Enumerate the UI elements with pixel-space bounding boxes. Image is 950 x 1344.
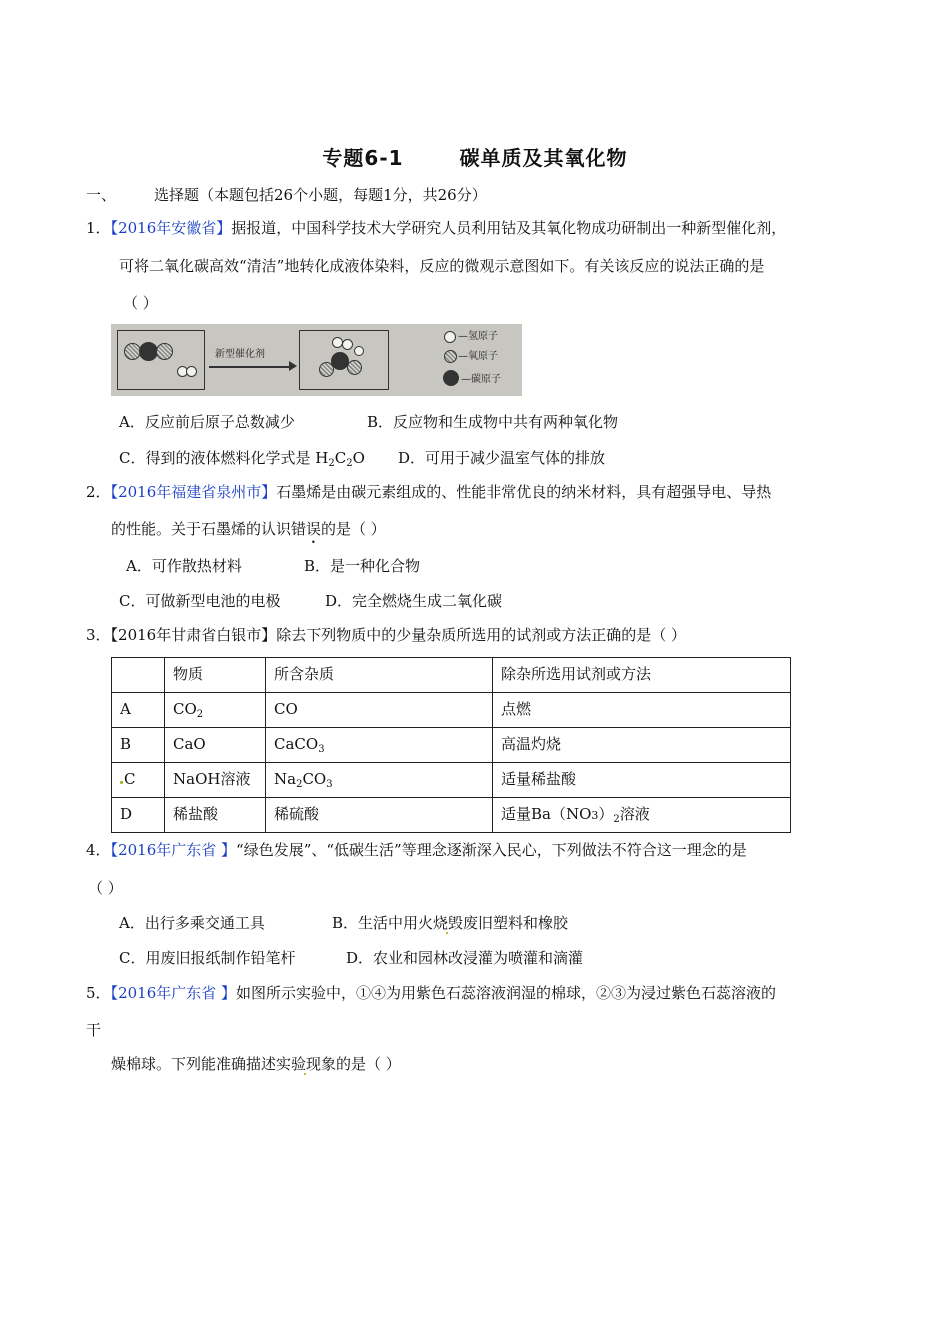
catalyst-label: 新型催化剂 <box>215 349 265 360</box>
hydrogen-atom <box>186 366 197 377</box>
q2-option-a: A．可作散热材料 <box>126 557 242 575</box>
question-2-line1: 2．【2016年福建省泉州市】石墨烯是由碳元素组成的、性能非常优良的纳米材料，具有超强导电、导热 <box>86 483 772 501</box>
impurity-table <box>111 657 791 833</box>
reactant-box <box>117 330 205 390</box>
table-row: B CaO CaCO$_3$ 高温灼烧 <box>112 728 791 763</box>
question-5-line3: 燥棉球。下列能准确描述实验现象的是（ ） <box>111 1055 401 1073</box>
question-5-line2: 干 <box>86 1021 102 1039</box>
question-1-line2: 可将二氧化碳高效“清洁”地转化成液体染料，反应的微观示意图如下。有关该反应的说法正确的是 <box>119 257 765 275</box>
q4-option-c: C．用废旧报纸制作铅笔杆 <box>119 949 296 967</box>
reaction-micro-diagram <box>111 324 522 396</box>
legend-carbon: —碳原子 <box>461 374 501 385</box>
question-source: 2016年福建省泉州市 <box>118 483 262 501</box>
answer-paren: （ ） <box>123 294 158 312</box>
q2-option-c: C．可做新型电池的电极 <box>119 592 281 610</box>
q4-option-a: A．出行多乘交通工具 <box>119 914 265 932</box>
q1-option-c: C．得到的液体燃料化学式是 $H_2C_2O$ <box>119 449 365 469</box>
hydrogen-atom <box>354 346 364 356</box>
page-title <box>0 145 950 171</box>
question-3-line1: 3．【2016年甘肃省白银市】除去下列物质中的少量杂质所选用的试剂或方法正确的是（ ） <box>86 626 686 644</box>
legend-carbon-icon <box>443 370 459 386</box>
legend-oxygen: —氧原子 <box>458 351 498 362</box>
oxygen-atom <box>347 360 362 375</box>
q4-option-b: B．生活中用火烧毁废旧塑料和橡胶 <box>332 914 569 932</box>
legend-oxygen-icon <box>444 350 457 363</box>
q1-option-a: A．反应前后原子总数减少 <box>119 413 295 431</box>
answer-paren: （ ） <box>88 879 123 897</box>
table-row: C NaOH溶液 $Na_2CO_3$ 适量稀盐酸 <box>112 763 791 798</box>
question-2-line2: 的性能。关于石墨烯的认识错误的是（ ） <box>111 520 386 538</box>
q2-option-d: D．完全燃烧生成二氧化碳 <box>325 592 503 610</box>
stray-mark <box>120 781 123 784</box>
title-topic-number: 专题6-1 <box>322 146 404 170</box>
question-4-line1: 4．【2016年广东省 】“绿色发展”、“低碳生活”等理念逐渐深入民心，下列做法不符合这一理念的是 <box>86 841 747 859</box>
question-source: 2016年安徽省 <box>118 219 217 237</box>
table-row: D 稀盐酸 稀硫酸 适量$Ba(NO3)_2$溶液 <box>112 798 791 833</box>
oxygen-atom <box>156 343 173 360</box>
table-row: A $CO_2$ CO 点燃 <box>112 693 791 728</box>
question-5-line1: 5．【2016年广东省 】如图所示实验中，①④为用紫色石蕊溶液润湿的棉球，②③为浸过紫色石蕊溶液的 <box>86 984 777 1002</box>
arrow-head-icon <box>289 361 297 371</box>
q2-option-b: B．是一种化合物 <box>304 557 421 575</box>
hydrogen-atom <box>342 339 353 350</box>
q1-option-d: D．可用于减少温室气体的排放 <box>398 449 606 467</box>
question-source: 2016年广东省 <box>118 841 217 859</box>
legend-hydrogen-icon <box>444 331 456 343</box>
question-1-line1: 1．【2016年安徽省】据报道，中国科学技术大学研究人员利用钴及其氧化物成功研制出一种新型催化剂， <box>86 219 787 237</box>
section-heading: 选择题（本题包括26个小题，每题1分，共26分） <box>154 186 487 204</box>
question-source: 2016年广东省 <box>118 984 217 1002</box>
title-topic-name: 碳单质及其氧化物 <box>459 146 628 170</box>
stray-mark <box>446 932 448 934</box>
legend-hydrogen: —氢原子 <box>458 331 498 342</box>
reaction-arrow <box>209 366 291 368</box>
q4-option-d: D．农业和园林改浸灌为喷灌和滴灌 <box>346 949 584 967</box>
stray-mark <box>304 1073 306 1075</box>
table-header-row: 物质 所含杂质 除杂所选用试剂或方法 <box>112 658 791 693</box>
section-number: 一、 <box>86 186 117 204</box>
q1-option-b: B．反应物和生成物中共有两种氧化物 <box>367 413 619 431</box>
